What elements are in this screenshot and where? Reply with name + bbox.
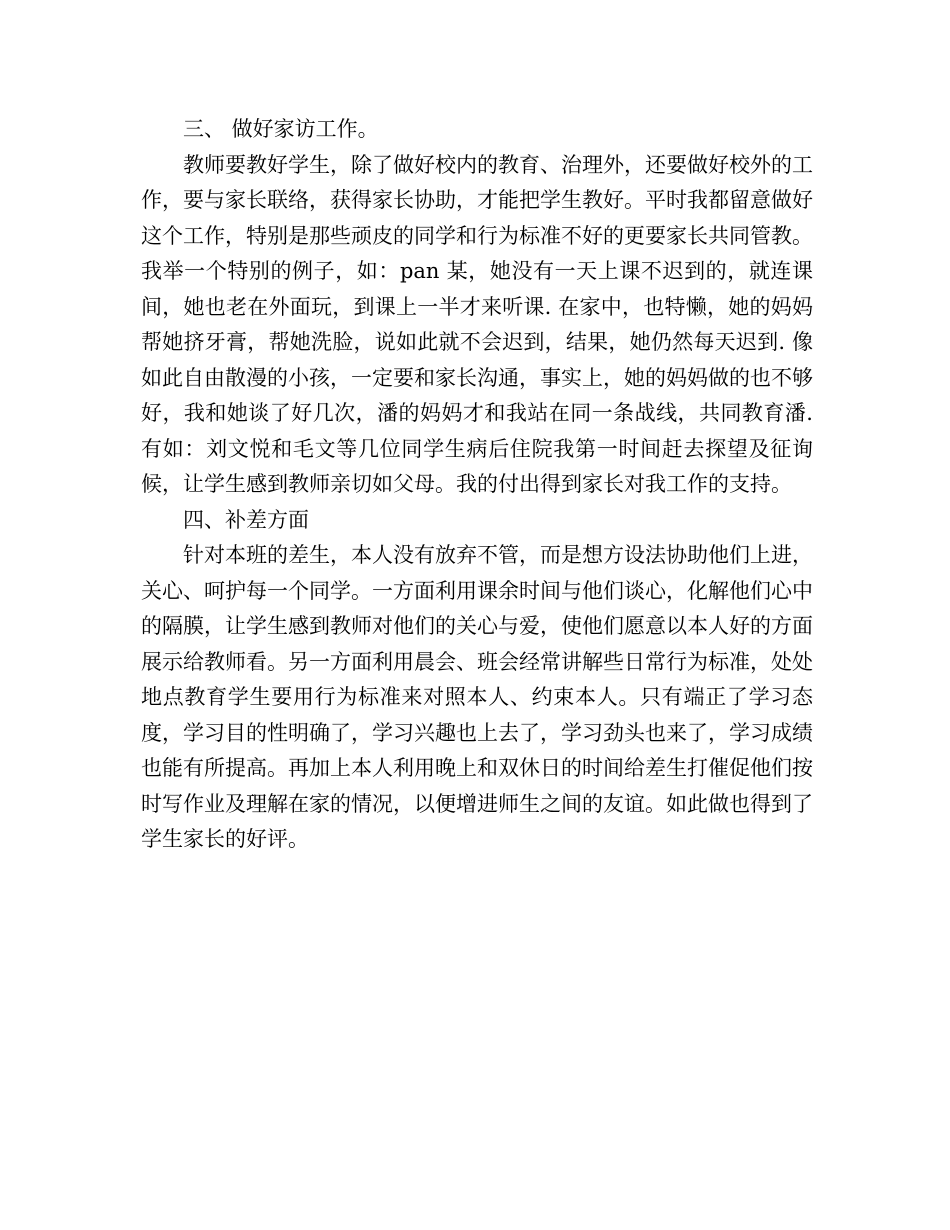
section-paragraph-remedial: 针对本班的差生，本人没有放弃不管，而是想方设法协助他们上进，关心、呵护每一个同学。一方面利用课余时间与他们谈心，化解他们心中的隔膜，让学生感到教师对他们的关心与爱，使他们愿意以本人好的方面展示给教师看。另一方面利用晨会、班会经常讲解些日常行为标准，处处地点教育学生要用行为标准来对照本人、约束本人。只有端正了学习态度，学习目的性明确了，学习兴趣也上去了，学习劲头也来了，学习成绩也能有所提高。再加上本人利用晚上和双休日的时间给差生打催促他们按时写作业及理解在家的情况，以便增进师生之间的友谊。如此做也得到了学生家长的好评。 xyxy=(141,543,813,851)
section-heading-home-visits: 三、 做好家访工作。 xyxy=(183,117,379,141)
section-paragraph-home-visits: 教师要教好学生，除了做好校内的教育、治理外，还要做好校外的工作，要与家长联络，获得家长协助，才能把学生教好。平时我都留意做好这个工作，特别是那些顽皮的同学和行为标准不好的更要家长共同管教。我举一个特别的例子，如：pan 某，她没有一天上课不迟到的，就连课间，她也老在外面玩，到课上一半才来听课. 在家中，也特懒，她的妈妈帮她挤牙膏，帮她洗脸，说如此就不会迟到，结果，她仍然每天迟到. 像如此自由散漫的小孩，一定要和家长沟通，事实上，她的妈妈做的也不够好，我和她谈了好几次，潘的妈妈才和我站在同一条战线，共同教育潘. 有如：刘文悦和毛文等几位同学生病后住院我第一时间赶去探望及征询候，让学生感到教师亲切如父母。我的付出得到家长对我工作的支持。 xyxy=(141,152,813,496)
section-heading-remedial: 四、补差方面 xyxy=(183,507,309,532)
document-body xyxy=(141,112,813,858)
